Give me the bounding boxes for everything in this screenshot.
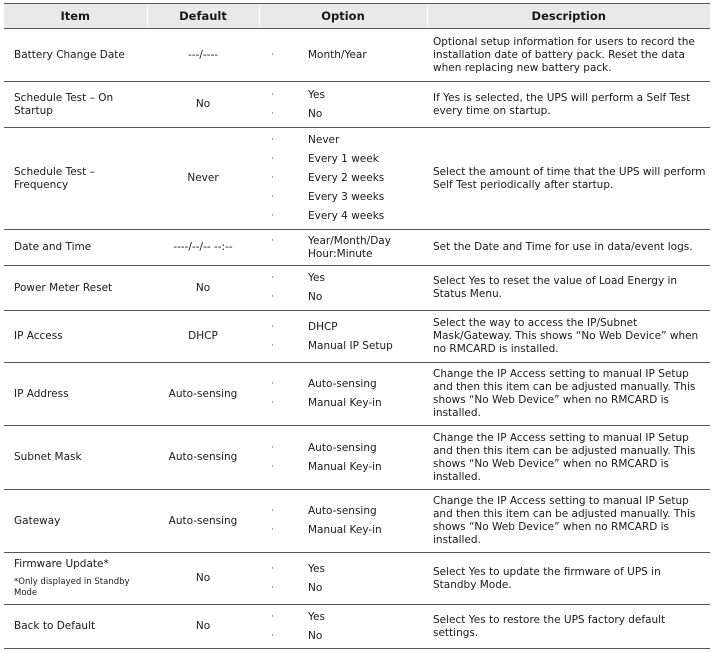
list-item bbox=[259, 375, 427, 394]
default-cell: Auto-sensing bbox=[147, 490, 259, 553]
description-cell: If Yes is selected, the UPS will perform a Self Test every time on startup. bbox=[427, 82, 710, 128]
item-cell: IP Access bbox=[4, 311, 147, 363]
bullet-icon: · bbox=[271, 611, 274, 622]
table-row bbox=[4, 553, 710, 605]
list-item bbox=[259, 318, 427, 337]
item-cell: Gateway bbox=[4, 490, 147, 553]
item-cell: Subnet Mask bbox=[4, 426, 147, 490]
item-cell bbox=[4, 553, 147, 605]
bullet-icon: · bbox=[271, 398, 274, 408]
bullet-icon: · bbox=[271, 292, 274, 302]
option-text: No bbox=[308, 581, 323, 594]
bullet-icon: · bbox=[271, 582, 274, 593]
table-row bbox=[4, 128, 710, 230]
list-item bbox=[259, 458, 427, 477]
table-row bbox=[4, 230, 710, 266]
option-text: Manual Key-in bbox=[308, 460, 382, 473]
list-item bbox=[259, 502, 427, 521]
list-item bbox=[259, 394, 427, 413]
item-note: *Only displayed in Standby Mode bbox=[14, 577, 130, 598]
settings-table bbox=[4, 3, 710, 649]
bullet-icon: · bbox=[271, 506, 274, 516]
option-cell bbox=[259, 82, 427, 128]
option-text: Every 4 weeks bbox=[308, 210, 385, 222]
option-text: Auto-sensing bbox=[308, 378, 377, 390]
item-cell: Battery Change Date bbox=[4, 29, 147, 82]
option-cell bbox=[259, 426, 427, 490]
list-item bbox=[259, 207, 427, 226]
bullet-icon: · bbox=[271, 461, 274, 472]
item-cell: Date and Time bbox=[4, 230, 147, 266]
table-row bbox=[4, 266, 710, 311]
description-cell: Select the way to access the IP/Subnet Mask/Gateway. This shows “No Web Device” when no RMCARD is installed. bbox=[427, 311, 710, 363]
option-text: Yes bbox=[308, 272, 325, 284]
default-cell: No bbox=[147, 82, 259, 128]
list-item bbox=[259, 105, 427, 124]
option-cell bbox=[259, 266, 427, 311]
bullet-icon: · bbox=[271, 108, 274, 119]
list-item bbox=[259, 337, 427, 356]
option-text: DHCP bbox=[308, 320, 338, 333]
bullet-icon: · bbox=[271, 173, 274, 183]
bullet-icon: · bbox=[271, 525, 274, 535]
option-text: Auto-sensing bbox=[308, 441, 377, 454]
option-text: Every 1 week bbox=[308, 153, 379, 165]
bullet-icon: · bbox=[271, 340, 274, 351]
description-cell: Change the IP Access setting to manual IP Setup and then this item can be adjusted manually. This shows “No Web Device” when no RMCARD is installed. bbox=[427, 363, 710, 426]
list-item bbox=[259, 46, 427, 65]
header-item: Item bbox=[4, 4, 147, 29]
table-header-row bbox=[4, 4, 710, 29]
list-item bbox=[259, 439, 427, 458]
option-text: Yes bbox=[308, 610, 325, 623]
item-cell: IP Address bbox=[4, 363, 147, 426]
option-text: Never bbox=[308, 134, 340, 146]
option-text: Manual Key-in bbox=[308, 524, 382, 536]
option-text: Year/Month/Day Hour:Minute bbox=[308, 234, 391, 260]
header-option: Option bbox=[259, 4, 427, 29]
option-text: Every 2 weeks bbox=[308, 172, 385, 184]
list-item bbox=[259, 131, 427, 150]
list-item bbox=[259, 150, 427, 169]
bullet-icon: · bbox=[271, 135, 274, 145]
default-cell: DHCP bbox=[147, 311, 259, 363]
description-cell: Change the IP Access setting to manual IP Setup and then this item can be adjusted manually. This shows “No Web Device” when no RMCARD is installed. bbox=[427, 426, 710, 490]
description-cell: Select Yes to restore the UPS factory default settings. bbox=[427, 605, 710, 649]
option-cell bbox=[259, 311, 427, 363]
option-cell bbox=[259, 363, 427, 426]
list-item bbox=[259, 188, 427, 207]
option-text: No bbox=[308, 291, 323, 303]
option-cell bbox=[259, 553, 427, 605]
option-text: Manual IP Setup bbox=[308, 339, 393, 352]
description-cell: Select the amount of time that the UPS will perform Self Test periodically after startup. bbox=[427, 128, 710, 230]
list-item bbox=[259, 269, 427, 288]
description-cell: Select Yes to reset the value of Load Energy in Status Menu. bbox=[427, 266, 710, 311]
option-text: No bbox=[308, 629, 323, 642]
option-text: Yes bbox=[308, 88, 325, 101]
item-cell: Power Meter Reset bbox=[4, 266, 147, 311]
bullet-icon: · bbox=[271, 273, 274, 283]
table-row bbox=[4, 29, 710, 82]
description-cell: Optional setup information for users to record the installation date of battery pack. Reset the data when replacing new battery pack. bbox=[427, 29, 710, 82]
table-row bbox=[4, 490, 710, 553]
description-cell: Change the IP Access setting to manual IP Setup and then this item can be adjusted manually. This shows “No Web Device” when no RMCARD is installed. bbox=[427, 490, 710, 553]
item-cell: Schedule Test – Frequency bbox=[4, 128, 147, 230]
item-cell: Back to Default bbox=[4, 605, 147, 649]
default-cell: Auto-sensing bbox=[147, 363, 259, 426]
option-text: Yes bbox=[308, 562, 325, 575]
option-text: Month/Year bbox=[308, 48, 367, 61]
option-text: Every 3 weeks bbox=[308, 191, 385, 203]
table-row bbox=[4, 605, 710, 649]
default-cell: ---/---- bbox=[147, 29, 259, 82]
bullet-icon: · bbox=[271, 235, 274, 246]
bullet-icon: · bbox=[271, 563, 274, 574]
bullet-icon: · bbox=[271, 630, 274, 641]
table-row bbox=[4, 426, 710, 490]
option-cell bbox=[259, 128, 427, 230]
description-cell: Set the Date and Time for use in data/event logs. bbox=[427, 230, 710, 266]
bullet-icon: · bbox=[271, 49, 274, 60]
header-default: Default bbox=[147, 4, 259, 29]
list-item bbox=[259, 521, 427, 540]
default-cell: Never bbox=[147, 128, 259, 230]
bullet-icon: · bbox=[271, 321, 274, 332]
header-description: Description bbox=[427, 4, 710, 29]
bullet-icon: · bbox=[271, 211, 274, 221]
bullet-icon: · bbox=[271, 442, 274, 453]
list-item bbox=[259, 288, 427, 307]
default-cell: No bbox=[147, 605, 259, 649]
list-item bbox=[259, 627, 427, 646]
bullet-icon: · bbox=[271, 89, 274, 100]
option-text: Auto-sensing bbox=[308, 505, 377, 517]
list-item bbox=[259, 86, 427, 105]
default-cell: Auto-sensing bbox=[147, 426, 259, 490]
option-cell bbox=[259, 230, 427, 266]
list-item bbox=[259, 169, 427, 188]
default-cell: No bbox=[147, 553, 259, 605]
list-item bbox=[259, 560, 427, 579]
item-cell: Schedule Test – On Startup bbox=[4, 82, 147, 128]
list-item bbox=[259, 579, 427, 598]
item-label: Firmware Update* bbox=[14, 558, 109, 570]
list-item bbox=[259, 235, 408, 261]
list-item bbox=[259, 608, 427, 627]
option-cell bbox=[259, 29, 427, 82]
bullet-icon: · bbox=[271, 192, 274, 202]
option-cell bbox=[259, 490, 427, 553]
option-text: Manual Key-in bbox=[308, 397, 382, 409]
table-row bbox=[4, 311, 710, 363]
description-cell: Select Yes to update the firmware of UPS in Standby Mode. bbox=[427, 553, 710, 605]
default-cell: ----/--/-- --:-- bbox=[147, 230, 259, 266]
table-row bbox=[4, 82, 710, 128]
option-cell bbox=[259, 605, 427, 649]
option-text: No bbox=[308, 107, 323, 120]
table-row bbox=[4, 363, 710, 426]
bullet-icon: · bbox=[271, 379, 274, 389]
bullet-icon: · bbox=[271, 154, 274, 164]
default-cell: No bbox=[147, 266, 259, 311]
